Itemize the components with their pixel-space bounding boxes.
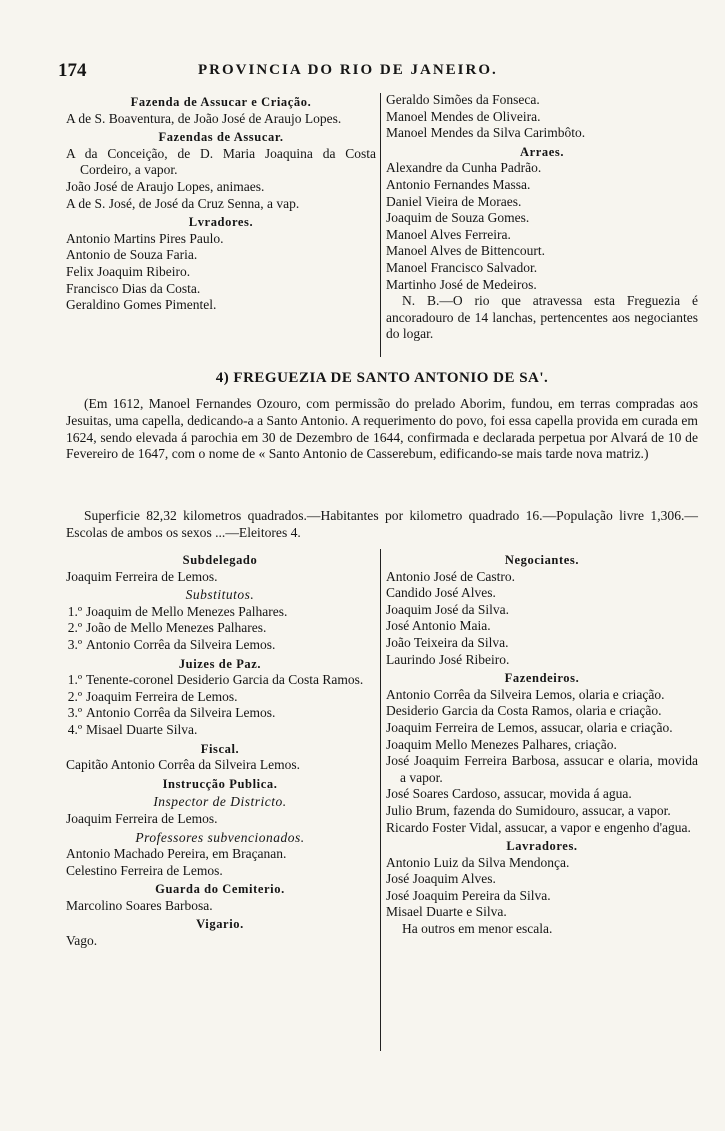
list-item [66,620,374,637]
list-item: Manoel Alves Ferreira. [386,226,511,242]
list-item: Manoel Francisco Salvador. [386,259,538,275]
heading-lavradores: Lvradores. [188,215,254,230]
history-paragraph: (Em 1612, Manoel Fernandes Ozouro, com permissão do prelado Aborim, fundou, em terras compradas aos Jesuitas, uma capella, dedicando-a a Santo Antonio. A requerimento do povo, foi essa capella provida em curada em 1624, sendo elevada á parochia em 30 de Dezembro de 1644, confirmada e declarada perpetua por Alvará de 10 de Fevereiro de 1647, com o nome de « Santo Antonio de Casserebum, edificando-se mais tarde nova matriz.) [66,396,698,462]
ordinal: 3.º [67,705,82,721]
bottom-right-column [386,550,698,938]
list-item: João José de Araujo Lopes, animaes. [66,178,265,194]
ordinal: 4.º [67,721,82,737]
heading-fazendas-assucar: Fazendas de Assucar. [158,130,284,145]
nota-bene: N. B.—O rio que atravessa esta Freguezia é ancoradouro de 14 lanchas, pertencentes aos negociantes do logar. [386,293,698,342]
list-item: Joaquim Ferreira de Lemos, assucar, olaria e criação. [386,719,673,735]
heading-subdelegado: Subdelegado [182,553,258,567]
list-item: Antonio Fernandes Massa. [386,176,531,192]
list-item: Capitão Antonio Corrêa da Silveira Lemos. [66,757,300,773]
list-item: Misael Duarte e Silva. [386,904,507,920]
top-right-column [386,92,698,343]
list-item: João Teixeira da Silva. [386,634,509,650]
list-item: Celestino Ferreira de Lemos. [66,862,223,878]
list-item [66,604,374,621]
bottom-left-column [66,550,374,950]
ordinal: 1.º [67,672,82,688]
list-item: Joaquim Ferreira de Lemos. [66,810,218,826]
ordinal: 1.º [67,603,82,619]
heading-professores: Professores subvencionados. [135,829,305,845]
closing-note: Ha outros em menor escala. [402,921,553,937]
list-item-text: João de Mello Menezes Palhares. [86,620,267,636]
list-item: Antonio Corrêa da Silveira Lemos, olaria e criação. [386,686,665,702]
list-item: Joaquim de Souza Gomes. [386,210,530,226]
list-item: Manoel Mendes de Oliveira. [386,108,541,124]
list-item [66,637,374,654]
list-item: Francisco Dias da Costa. [66,280,201,296]
page-number: 174 [58,60,87,81]
heading-guarda-cemiterio: Guarda do Cemiterio. [155,882,285,897]
list-item: Joaquim José da Silva. [386,601,509,617]
list-item: Laurindo José Ribeiro. [386,651,510,667]
list-item: José Joaquim Alves. [386,871,496,887]
ordinal: 3.º [67,636,82,652]
list-item-text: Joaquim de Mello Menezes Palhares. [86,603,288,619]
list-item-text: Tenente-coronel Desiderio Garcia da Costa Ramos. [86,672,364,688]
list-item: Martinho José de Medeiros. [386,276,537,292]
list-item: Candido José Alves. [386,585,496,601]
list-item: José Soares Cardoso, assucar, movida á agua. [386,786,632,802]
heading-inspector-districto: Inspector de Districto. [153,794,287,810]
list-item: Alexandre da Cunha Padrão. [386,160,542,176]
list-item: Vago. [66,933,98,949]
heading-arraes: Arraes. [519,144,565,159]
heading-negociantes: Negociantes. [504,553,580,567]
heading-lavradores: Lavradores. [506,839,578,854]
list-item: Joaquim Ferreira de Lemos. [66,568,218,584]
list-item: José Antonio Maia. [386,618,491,634]
list-item: José Joaquim Pereira da Silva. [386,887,551,903]
list-item: A de S. José, de José da Cruz Senna, a vap. [66,195,300,211]
heading-substitutos: Substitutos. [185,587,255,603]
list-item: Antonio Martins Pires Paulo. [66,230,224,246]
list-item: Felix Joaquim Ribeiro. [66,263,191,279]
list-item: A da Conceição, de D. Maria Joaquina da Costa Cordeiro, a vapor. [66,145,376,178]
heading-fiscal: Fiscal. [200,741,240,756]
list-item: Marcolino Soares Barbosa. [66,897,213,913]
list-item [66,689,374,706]
list-item-text: Antonio Corrêa da Silveira Lemos. [86,705,276,721]
list-item: Antonio José de Castro. [386,568,515,584]
list-item: Antonio de Souza Faria. [66,247,198,263]
ordinal: 2.º [67,688,82,704]
heading-vigario: Vigario. [196,917,244,932]
list-item: Julio Brum, fazenda do Sumidouro, assucar, a vapor. [386,802,671,818]
statistics-paragraph: Superficie 82,32 kilometros quadrados.—Habitantes por kilometro quadrado 16.—População livre 1,306.—Escolas de ambos os sexos ...—Eleitores 4. [66,508,698,540]
list-item: Antonio Luiz da Silva Mendonça. [386,854,570,870]
list-item [66,722,374,739]
list-item-text: Joaquim Ferreira de Lemos. [86,688,238,704]
list-item [66,672,374,689]
list-item-text: Antonio Corrêa da Silveira Lemos. [86,636,276,652]
ordinal: 2.º [67,620,82,636]
running-title: PROVINCIA DO RIO DE JANEIRO. [198,62,498,78]
list-item: Daniel Vieira de Moraes. [386,193,522,209]
column-divider [380,549,381,1051]
list-item: Geraldo Simões da Fonseca. [386,92,540,107]
heading-fazendeiros: Fazendeiros. [504,671,580,686]
list-item: Manoel Mendes da Silva Carimbôto. [386,125,586,141]
list-item: Joaquim Mello Menezes Palhares, criação. [386,736,617,752]
list-item [66,705,374,722]
section-heading: 4) FREGUEZIA DE SANTO ANTONIO DE SA'. [215,370,549,386]
list-item: Geraldino Gomes Pimentel. [66,297,217,313]
list-item: Ricardo Foster Vidal, assucar, a vapor e engenho d'agua. [386,819,691,835]
column-divider [380,93,381,357]
list-item: José Joaquim Ferreira Barbosa, assucar e olaria, movida a vapor. [386,753,698,785]
list-item: Manoel Alves de Bittencourt. [386,243,545,259]
list-item: Antonio Machado Pereira, em Braçanan. [66,846,287,862]
list-item: A de S. Boaventura, de João José de Araujo Lopes. [66,110,342,126]
top-left-column [66,92,376,314]
list-item: Desiderio Garcia da Costa Ramos, olaria e criação. [386,703,662,719]
page-header [58,60,708,84]
heading-instruccao-publica: Instrucção Publica. [162,776,278,791]
heading-juizes-de-paz: Juizes de Paz. [178,656,262,671]
heading-fazenda-assucar-criacao: Fazenda de Assucar e Criação. [130,95,312,109]
list-item-text: Misael Duarte Silva. [86,721,198,737]
